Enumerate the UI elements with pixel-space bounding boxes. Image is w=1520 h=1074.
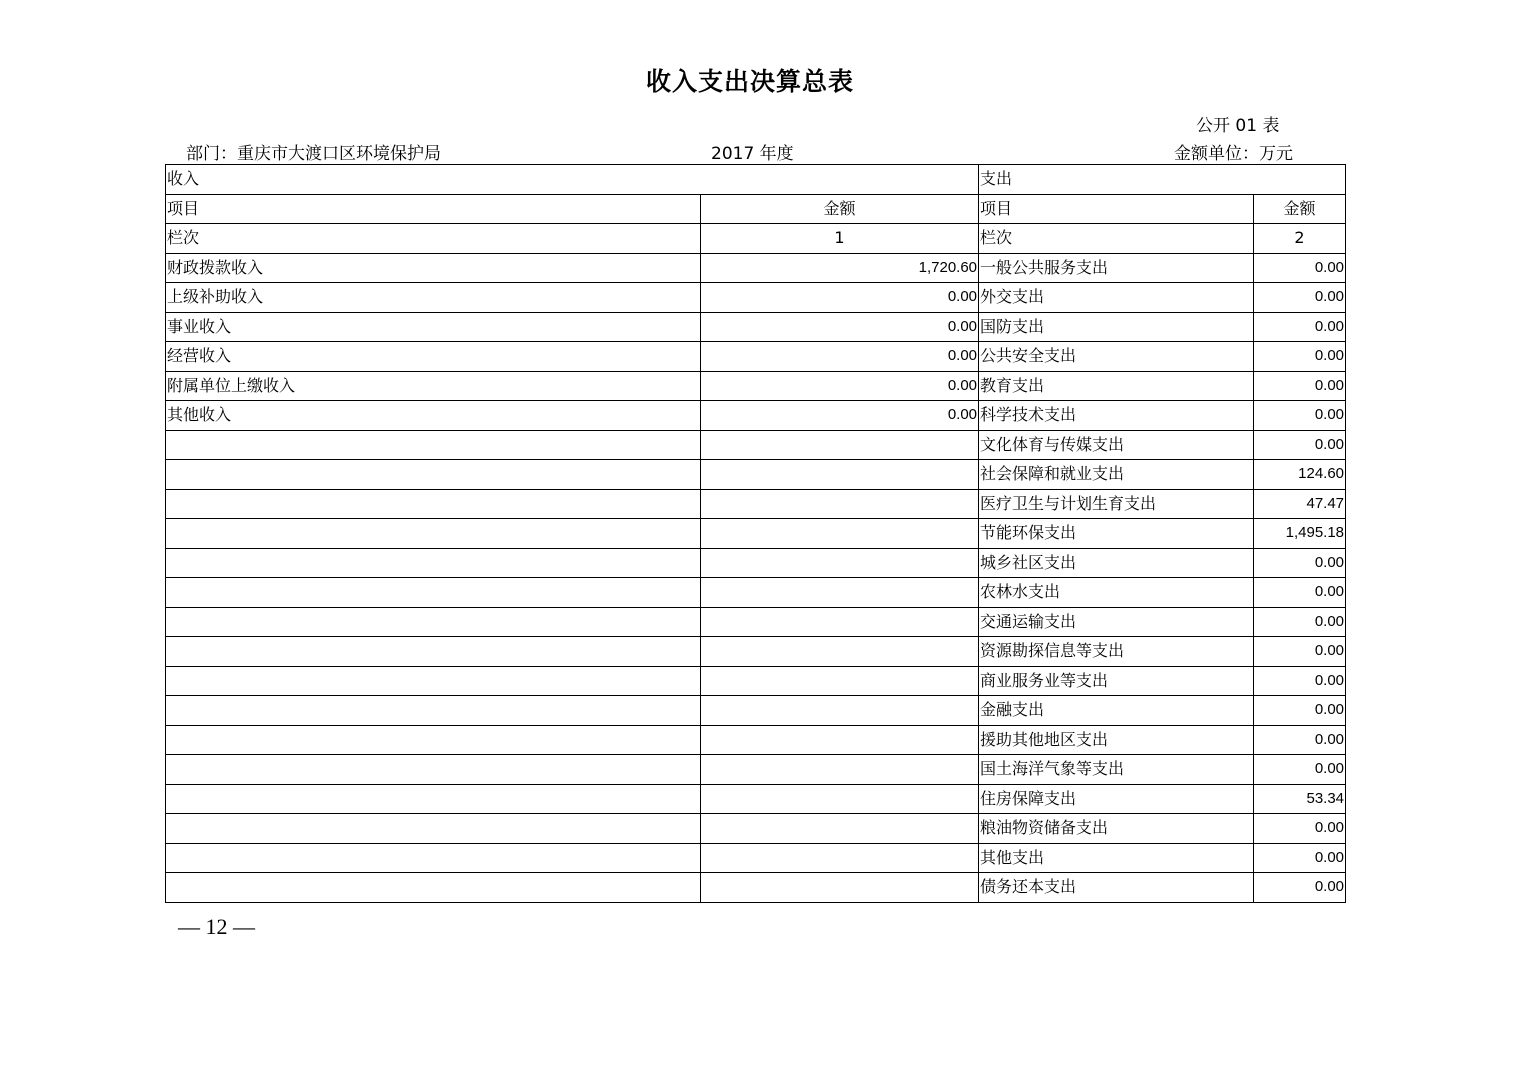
expense-item-cell: 文化体育与传媒支出 xyxy=(979,430,1254,460)
income-item-cell: 附属单位上缴收入 xyxy=(166,371,701,401)
expense-item-cell: 社会保障和就业支出 xyxy=(979,460,1254,490)
income-amount-cell xyxy=(701,755,979,785)
table-row xyxy=(166,725,1346,755)
income-item-cell xyxy=(166,843,701,873)
table-row xyxy=(166,696,1346,726)
table-row xyxy=(166,607,1346,637)
table-row xyxy=(166,312,1346,342)
expense-amount-cell: 47.47 xyxy=(1254,489,1346,519)
income-item-cell xyxy=(166,460,701,490)
expense-item-cell: 医疗卫生与计划生育支出 xyxy=(979,489,1254,519)
table-row xyxy=(166,430,1346,460)
income-expense-table xyxy=(165,164,1346,903)
expense-amount-cell: 0.00 xyxy=(1254,578,1346,608)
table-row xyxy=(166,784,1346,814)
table-row xyxy=(166,755,1346,785)
page-title: 收入支出决算总表 xyxy=(645,67,854,96)
income-item-cell: 经营收入 xyxy=(166,342,701,372)
income-amount-cell xyxy=(701,696,979,726)
income-amount-cell xyxy=(701,873,979,903)
expense-column-index: 2 xyxy=(1254,224,1346,254)
expense-item-cell: 资源勘探信息等支出 xyxy=(979,637,1254,667)
table-row xyxy=(166,283,1346,313)
income-column-index-label: 栏次 xyxy=(166,224,701,254)
income-amount-cell xyxy=(701,784,979,814)
income-amount-cell xyxy=(701,548,979,578)
income-amount-cell xyxy=(701,666,979,696)
table-row xyxy=(166,578,1346,608)
income-item-cell: 财政拨款收入 xyxy=(166,253,701,283)
income-item-cell: 事业收入 xyxy=(166,312,701,342)
expense-item-cell: 住房保障支出 xyxy=(979,784,1254,814)
expense-amount-cell: 0.00 xyxy=(1254,873,1346,903)
income-amount-cell xyxy=(701,430,979,460)
income-item-cell xyxy=(166,755,701,785)
expense-column-index-label: 栏次 xyxy=(979,224,1254,254)
income-item-cell xyxy=(166,430,701,460)
income-amount-cell xyxy=(701,578,979,608)
expense-amount-cell: 0.00 xyxy=(1254,548,1346,578)
form-number: 公开 01 表 xyxy=(1196,116,1280,136)
income-amount-cell xyxy=(701,843,979,873)
table-row xyxy=(166,814,1346,844)
expense-item-cell: 外交支出 xyxy=(979,283,1254,313)
expense-amount-cell: 1,495.18 xyxy=(1254,519,1346,549)
expense-item-cell: 国防支出 xyxy=(979,312,1254,342)
income-item-cell: 其他收入 xyxy=(166,401,701,431)
income-amount-cell xyxy=(701,637,979,667)
income-item-cell xyxy=(166,666,701,696)
table-row xyxy=(166,843,1346,873)
expense-item-cell: 节能环保支出 xyxy=(979,519,1254,549)
amount-unit: 金额单位：万元 xyxy=(1174,144,1293,164)
table-row xyxy=(166,371,1346,401)
expense-amount-cell: 0.00 xyxy=(1254,814,1346,844)
table-row xyxy=(166,873,1346,903)
page-number: — 12 — xyxy=(178,914,255,939)
expense-item-cell: 一般公共服务支出 xyxy=(979,253,1254,283)
income-amount-cell xyxy=(701,725,979,755)
expense-amount-cell: 0.00 xyxy=(1254,430,1346,460)
expense-item-cell: 金融支出 xyxy=(979,696,1254,726)
expense-amount-cell: 0.00 xyxy=(1254,637,1346,667)
expense-amount-cell: 0.00 xyxy=(1254,342,1346,372)
table-row xyxy=(166,548,1346,578)
income-amount-cell xyxy=(701,460,979,490)
income-item-cell xyxy=(166,696,701,726)
table-row xyxy=(166,460,1346,490)
table-row xyxy=(166,519,1346,549)
table-row xyxy=(166,489,1346,519)
expense-item-cell: 债务还本支出 xyxy=(979,873,1254,903)
income-section-header: 收入 xyxy=(166,165,979,195)
header-row-section xyxy=(166,165,1346,195)
expense-amount-cell: 0.00 xyxy=(1254,696,1346,726)
income-item-cell xyxy=(166,519,701,549)
expense-item-cell: 教育支出 xyxy=(979,371,1254,401)
expense-item-cell: 农林水支出 xyxy=(979,578,1254,608)
income-item-cell: 上级补助收入 xyxy=(166,283,701,313)
income-item-cell xyxy=(166,814,701,844)
fiscal-year: 2017 年度 xyxy=(711,144,794,164)
table-row xyxy=(166,401,1346,431)
expense-item-cell: 其他支出 xyxy=(979,843,1254,873)
income-amount-cell xyxy=(701,489,979,519)
income-amount-cell: 0.00 xyxy=(701,342,979,372)
table-row xyxy=(166,342,1346,372)
expense-amount-cell: 0.00 xyxy=(1254,401,1346,431)
header-row-columns xyxy=(166,194,1346,224)
department-label: 部门：重庆市大渡口区环境保护局 xyxy=(186,144,441,164)
expense-item-cell: 交通运输支出 xyxy=(979,607,1254,637)
expense-amount-cell: 0.00 xyxy=(1254,843,1346,873)
income-item-cell xyxy=(166,548,701,578)
income-item-cell xyxy=(166,578,701,608)
expense-item-cell: 援助其他地区支出 xyxy=(979,725,1254,755)
income-column-index: 1 xyxy=(701,224,979,254)
income-item-cell xyxy=(166,725,701,755)
expense-item-cell: 粮油物资储备支出 xyxy=(979,814,1254,844)
income-amount-cell: 0.00 xyxy=(701,283,979,313)
income-item-cell xyxy=(166,637,701,667)
income-amount-cell: 0.00 xyxy=(701,371,979,401)
expense-item-cell: 城乡社区支出 xyxy=(979,548,1254,578)
income-item-cell xyxy=(166,873,701,903)
expense-amount-cell: 0.00 xyxy=(1254,607,1346,637)
income-amount-cell xyxy=(701,519,979,549)
income-amount-cell xyxy=(701,607,979,637)
income-item-header: 项目 xyxy=(166,194,701,224)
table-row xyxy=(166,253,1346,283)
income-amount-cell xyxy=(701,814,979,844)
expense-amount-cell: 0.00 xyxy=(1254,725,1346,755)
header-row-index xyxy=(166,224,1346,254)
expense-item-cell: 商业服务业等支出 xyxy=(979,666,1254,696)
expense-amount-cell: 0.00 xyxy=(1254,666,1346,696)
expense-amount-header: 金额 xyxy=(1254,194,1346,224)
expense-item-cell: 公共安全支出 xyxy=(979,342,1254,372)
income-amount-cell: 0.00 xyxy=(701,312,979,342)
expense-amount-cell: 124.60 xyxy=(1254,460,1346,490)
expense-amount-cell: 0.00 xyxy=(1254,283,1346,313)
expense-item-cell: 国土海洋气象等支出 xyxy=(979,755,1254,785)
expense-amount-cell: 53.34 xyxy=(1254,784,1346,814)
income-item-cell xyxy=(166,489,701,519)
expense-item-header: 项目 xyxy=(979,194,1254,224)
expense-amount-cell: 0.00 xyxy=(1254,755,1346,785)
expense-amount-cell: 0.00 xyxy=(1254,312,1346,342)
income-amount-header: 金额 xyxy=(701,194,979,224)
expense-section-header: 支出 xyxy=(979,165,1346,195)
income-amount-cell: 0.00 xyxy=(701,401,979,431)
expense-item-cell: 科学技术支出 xyxy=(979,401,1254,431)
income-item-cell xyxy=(166,784,701,814)
income-item-cell xyxy=(166,607,701,637)
expense-amount-cell: 0.00 xyxy=(1254,253,1346,283)
income-amount-cell: 1,720.60 xyxy=(701,253,979,283)
table-row xyxy=(166,637,1346,667)
table-row xyxy=(166,666,1346,696)
expense-amount-cell: 0.00 xyxy=(1254,371,1346,401)
